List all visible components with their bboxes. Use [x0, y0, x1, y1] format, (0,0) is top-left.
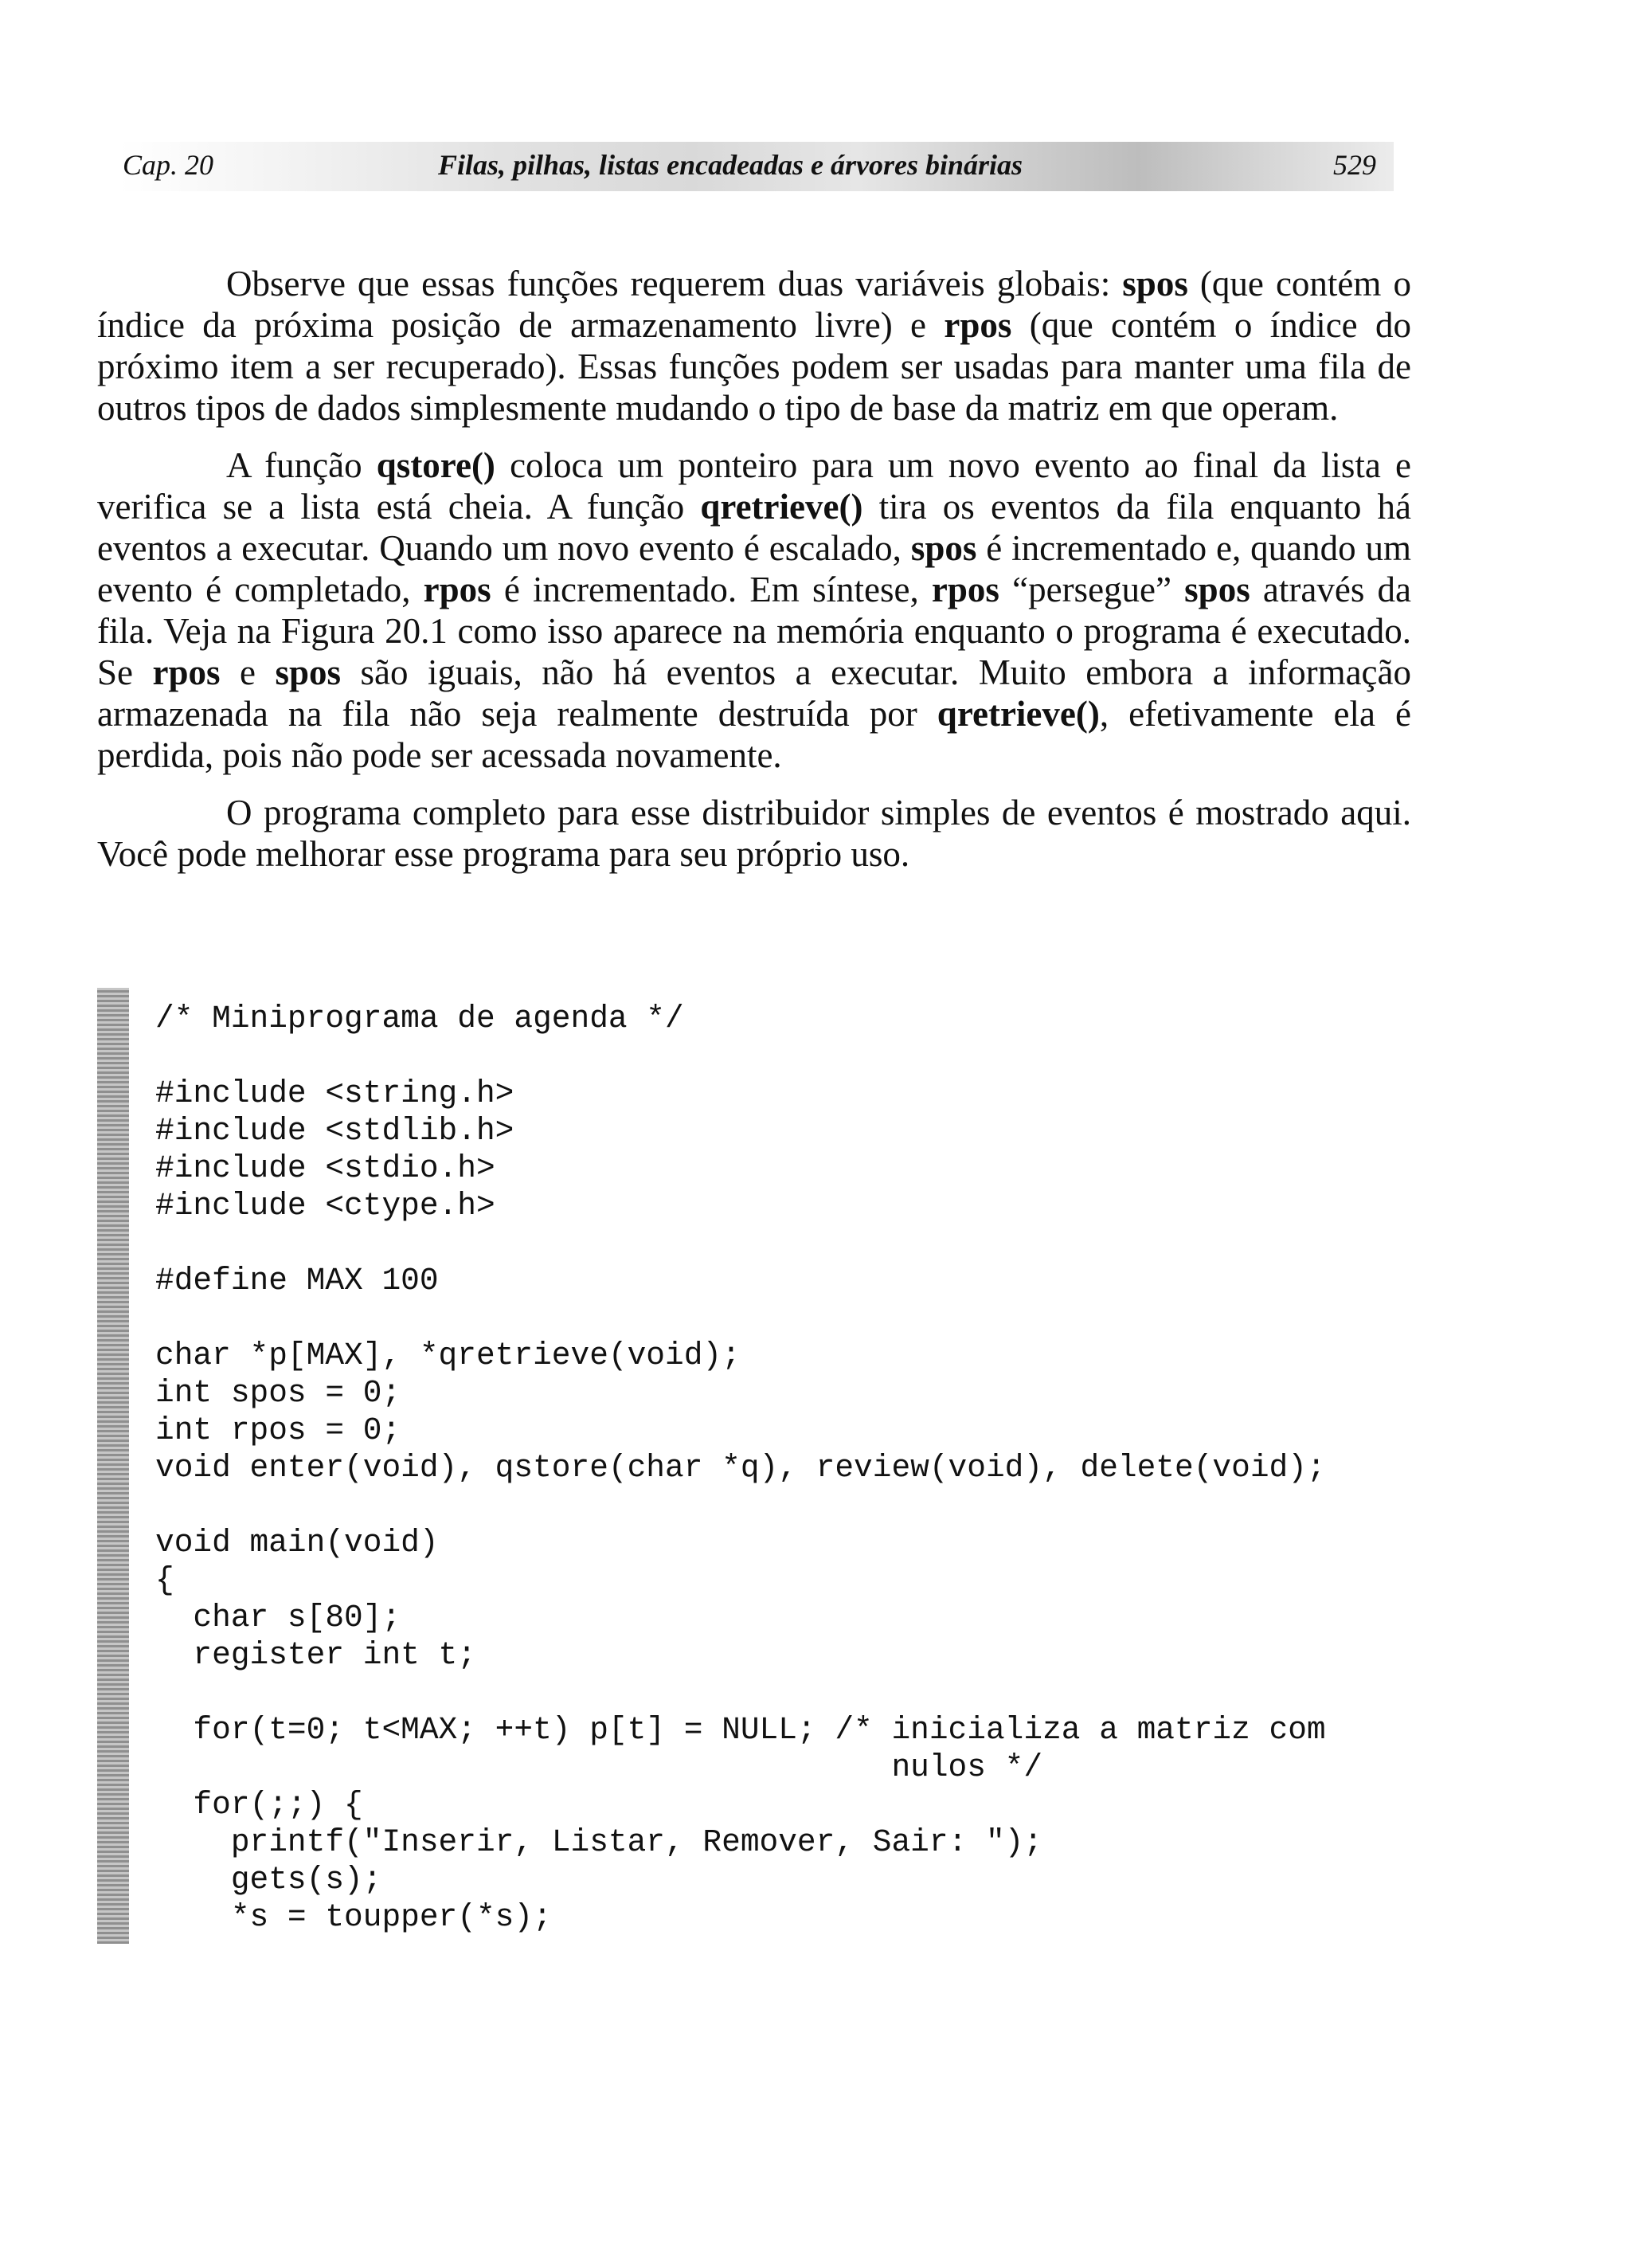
- body-text: [97, 263, 1411, 891]
- code-line: void enter(void), qstore(char *q), review(void), delete(void);: [155, 1450, 1326, 1486]
- code-line: char s[80];: [155, 1600, 401, 1635]
- code-margin-bar: [97, 988, 129, 1944]
- text-run: A função: [226, 445, 377, 485]
- code-line: [155, 1299, 1326, 1337]
- code-line: int spos = 0;: [155, 1375, 401, 1411]
- code-line: #include <stdlib.h>: [155, 1113, 514, 1149]
- text-run: O programa completo para esse distribuidor simples de eventos é mostrado aqui. Você pode melhorar esse programa para seu próprio uso.: [97, 793, 1411, 874]
- running-header: [119, 142, 1394, 191]
- paragraph: [97, 445, 1411, 776]
- chapter-label: Cap. 20: [123, 149, 214, 181]
- code-line: gets(s);: [155, 1862, 382, 1898]
- bold-term: qretrieve(): [700, 487, 863, 527]
- text-run: (que contém o índice do próximo item a ser recuperado). Essas funções podem ser usadas para manter uma fila de outros tipos de dados simplesmente mudando o tipo de base da matriz em que operam.: [97, 305, 1411, 428]
- paragraph: [97, 263, 1411, 429]
- text-run: coloca um ponteiro para um novo evento ao final da lista e verifica se a lista está cheia. A função: [97, 445, 1411, 527]
- bold-term: spos: [1184, 570, 1250, 609]
- text-run: Observe que essas funções requerem duas variáveis globais:: [226, 264, 1123, 304]
- code-line: void main(void): [155, 1525, 439, 1561]
- bold-term: qretrieve(): [937, 694, 1100, 734]
- code-line: /* Miniprograma de agenda */: [155, 1001, 684, 1036]
- code-line: nulos */: [155, 1749, 1043, 1785]
- paragraph: [97, 792, 1411, 875]
- text-run: (que contém o índice da próxima posição de armazenamento livre) e: [97, 264, 1411, 345]
- code-line: #define MAX 100: [155, 1263, 439, 1299]
- code-line: *s = toupper(*s);: [155, 1899, 552, 1935]
- page-number: 529: [1333, 149, 1376, 181]
- bold-term: spos: [910, 528, 977, 568]
- text-run: através da fila. Veja na Figura 20.1 como isso aparece na memória enquanto o programa é executado. Se: [97, 570, 1411, 692]
- code-line: printf("Inserir, Listar, Remover, Sair: ");: [155, 1824, 1043, 1860]
- text-run: são iguais, não há eventos a executar. Muito embora a informação armazenada na fila não seja realmente destruída por: [97, 652, 1411, 734]
- bold-term: rpos: [152, 652, 221, 692]
- bold-term: spos: [1122, 264, 1188, 304]
- text-run: tira os eventos da fila enquanto há eventos a executar. Quando um novo evento é escalado,: [97, 487, 1411, 568]
- code-line: #include <stdio.h>: [155, 1150, 495, 1186]
- bold-term: rpos: [931, 570, 999, 609]
- code-line: register int t;: [155, 1637, 476, 1673]
- code-line: [155, 1037, 1326, 1075]
- code-line: for(;;) {: [155, 1787, 363, 1823]
- bold-term: rpos: [944, 305, 1012, 345]
- bold-term: qstore(): [376, 445, 495, 485]
- code-line: {: [155, 1562, 174, 1598]
- text-run: é incrementado e, quando um evento é completado,: [97, 528, 1411, 609]
- code-line: for(t=0; t<MAX; ++t) p[t] = NULL; /* inicializa a matriz com: [155, 1712, 1326, 1748]
- code-line: char *p[MAX], *qretrieve(void);: [155, 1338, 741, 1373]
- code-line: [155, 1674, 1326, 1711]
- code-line: #include <ctype.h>: [155, 1188, 495, 1224]
- code-listing: [155, 1000, 1326, 1936]
- text-run: , efetivamente ela é perdida, pois não pode ser acessada novamente.: [97, 694, 1411, 775]
- text-run: e: [220, 652, 276, 692]
- code-line: [155, 1224, 1326, 1262]
- code-line: int rpos = 0;: [155, 1412, 401, 1448]
- text-run: é incrementado. Em síntese,: [491, 570, 932, 609]
- bold-term: spos: [275, 652, 342, 692]
- bold-term: rpos: [423, 570, 491, 609]
- text-run: “persegue”: [999, 570, 1185, 609]
- chapter-title: Filas, pilhas, listas encadeadas e árvores binárias: [438, 149, 1023, 181]
- code-line: #include <string.h>: [155, 1075, 514, 1111]
- code-line: [155, 1487, 1326, 1524]
